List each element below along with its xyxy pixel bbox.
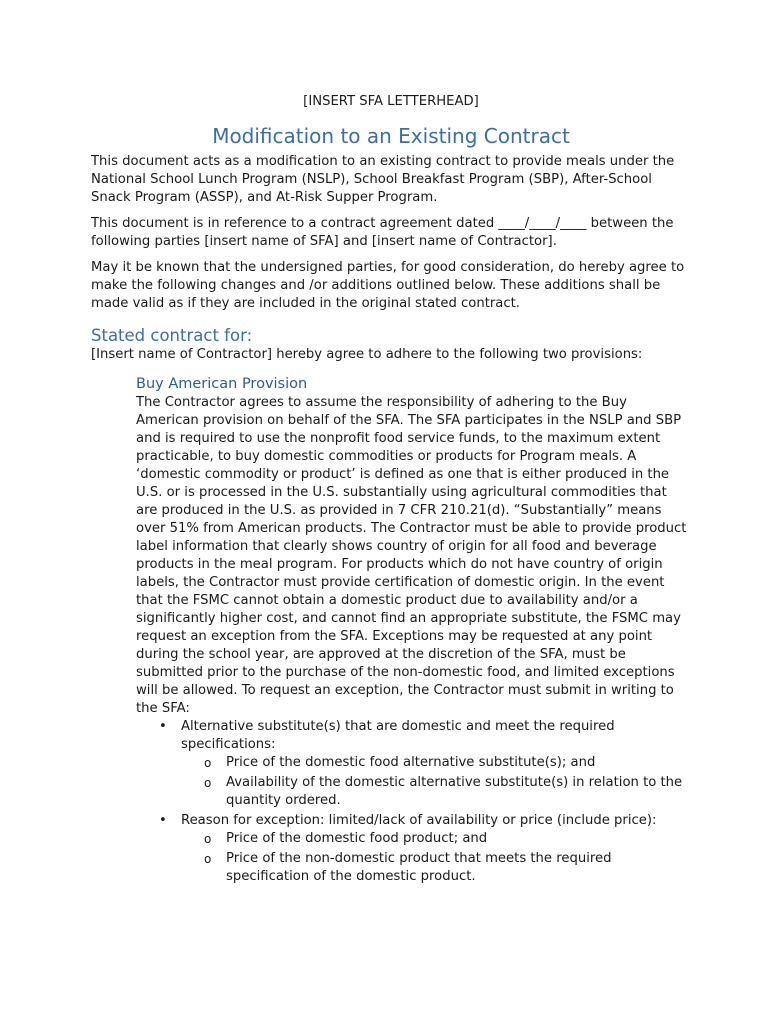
list-item-text: Reason for exception: limited/lack of availability or price (include price): xyxy=(181,813,657,828)
buy-american-body: The Contractor agrees to assume the responsibility of adhering to the Buy American provision on behalf of the SFA. The SFA participates in the NSLP and SBP and is required to use the nonprofit food service funds, to the maximum extent practicable, to buy domestic commodities or products for Program meals. A ‘domestic commodity or product’ is defined as one that is either produced in the U.S. or is processed in the U.S. substantially using agricultural commodities that are produced in the U.S. as provided in 7 CFR 210.21(d). “Substantially” means over 51% from American products. The Contractor must be able to provide product label information that clearly shows country of origin for all food and beverage products in the meal program. For products which do not have country of origin labels, the Contractor must provide certification of domestic origin. In the event that the FSMC cannot obtain a domestic product due to availability and/or a significantly higher cost, and cannot find an appropriate substitute, the FSMC may request an exception from the SFA. Exceptions may be requested at any point during the school year, are approved at the discretion of the SFA, must be submitted prior to the purchase of the non-domestic food, and limited exceptions will be allowed. To request an exception, the Contractor must submit in writing to the SFA: xyxy=(136,395,687,716)
sub-list-item-text: Availability of the domestic alternative substitute(s) in relation to the quantity ordered. xyxy=(226,775,683,808)
intro-paragraph: This document acts as a modification to an existing contract to provide meals under the National School Lunch Program (NSLP), School Breakfast Program (SBP), After-School Snack Program (ASSP), and At-Risk Supper Program. xyxy=(91,154,675,205)
document-body xyxy=(91,93,691,888)
sub-list-item xyxy=(204,830,691,848)
list-item-text: Alternative substitute(s) that are domestic and meet the required specifications: xyxy=(181,719,615,752)
bullet-icon: • xyxy=(159,813,167,828)
circle-bullet-icon: o xyxy=(204,852,212,866)
agreement-paragraph: May it be known that the undersigned parties, for good consideration, do hereby agree to make the following changes and /or additions outlined below. These additions shall be made valid as if they are included in the original stated contract. xyxy=(91,260,685,311)
list-item xyxy=(159,812,691,886)
letterhead-placeholder: [INSERT SFA LETTERHEAD] xyxy=(303,94,479,109)
circle-bullet-icon: o xyxy=(204,832,212,846)
buy-american-heading: Buy American Provision xyxy=(136,376,308,392)
bullet-icon: • xyxy=(159,719,167,734)
reference-paragraph: This document is in reference to a contract agreement dated ____/____/____ between the following parties [insert name of SFA] and [insert name of Contractor]. xyxy=(91,216,674,249)
buy-american-section xyxy=(136,374,691,886)
sub-list-item xyxy=(204,774,691,810)
circle-bullet-icon: o xyxy=(204,776,212,790)
list-item xyxy=(159,718,691,810)
stated-contract-heading: Stated contract for: xyxy=(91,326,253,345)
sub-list-item-text: Price of the non-domestic product that meets the required specification of the domestic product. xyxy=(226,851,612,884)
sub-list xyxy=(181,830,691,886)
sub-list-item-text: Price of the domestic food alternative substitute(s); and xyxy=(226,755,596,770)
sub-list-item xyxy=(204,850,691,886)
circle-bullet-icon: o xyxy=(204,756,212,770)
document-title: Modification to an Existing Contract xyxy=(212,124,570,148)
exception-requirements-list xyxy=(136,718,691,886)
sub-list xyxy=(181,754,691,810)
stated-contract-intro: [Insert name of Contractor] hereby agree to adhere to the following two provisions: xyxy=(91,347,643,362)
sub-list-item xyxy=(204,754,691,772)
sub-list-item-text: Price of the domestic food product; and xyxy=(226,831,488,846)
